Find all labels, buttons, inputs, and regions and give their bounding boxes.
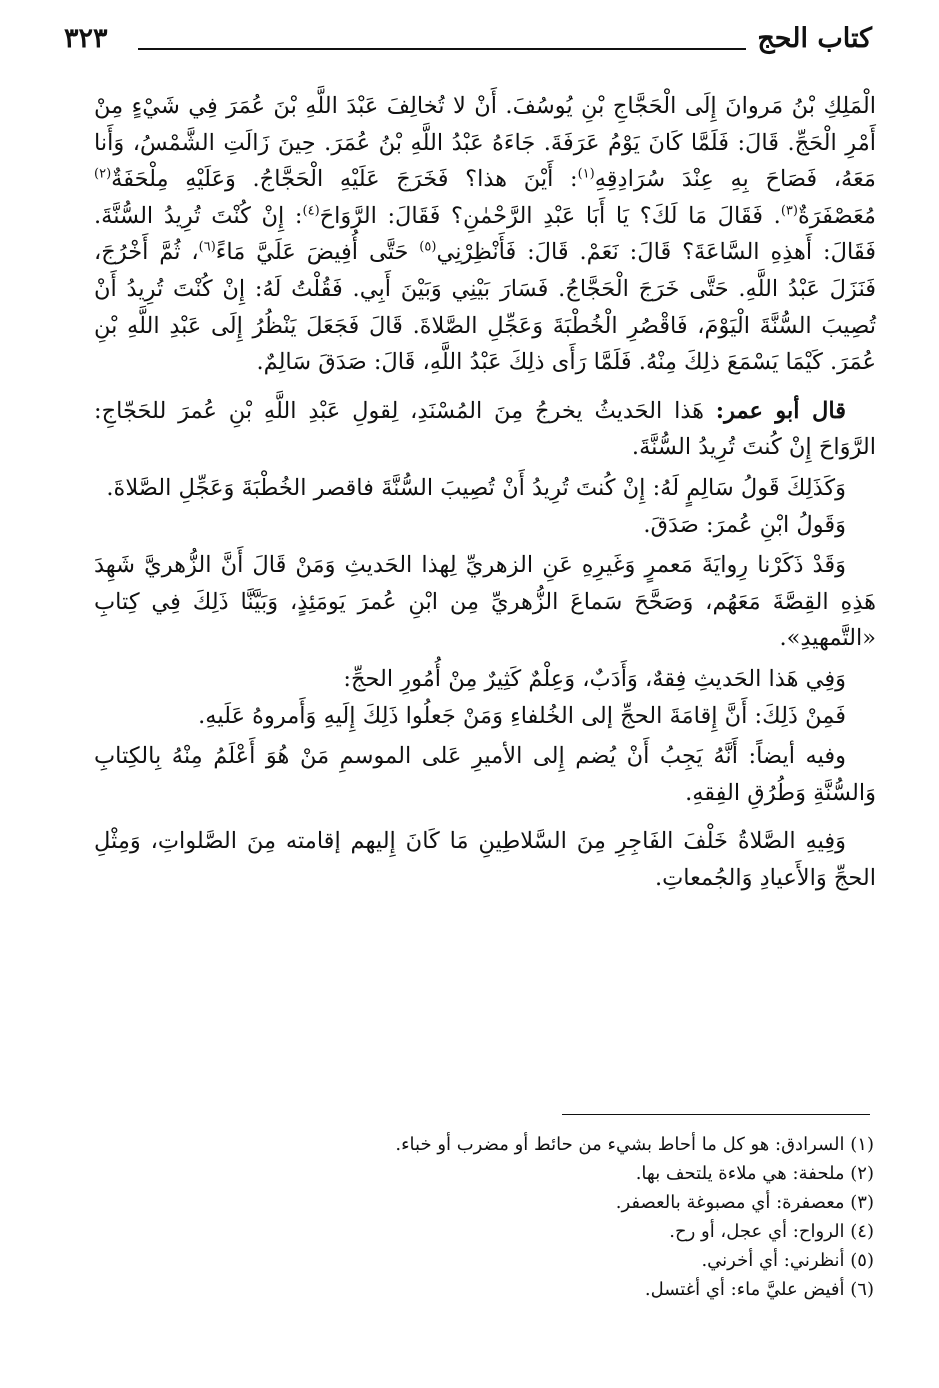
author-lead: قال أبو عمر: (715, 397, 846, 424)
commentary-paragraph: وَفِيهِ الصَّلاةُ خَلْفَ الفَاجِرِ مِنَ السَّلاطِينِ مَا كَانَ إِليهم إقامته مِنَ الصَّلواتِ، وَمِثْلِ الحجِّ وَالأَعيادِ وَالجُمعاتِ. (94, 828, 876, 891)
text-segment: : أَيْنَ هذا؟ فَخَرَجَ عَلَيْهِ الْحَجَّاجُ. وَعَلَيْهِ مِلْحَفَةٌ (111, 166, 578, 193)
commentary-paragraph: وَكَذَلِكَ قَولُ سَالِمٍ لَهُ: إِنْ كُنتَ تُرِيدُ أَنْ تُصِيبَ السُّنَّةَ فاقصر الخُطْبَةَ وَعَجِّلِ الصَّلاةَ. (106, 474, 846, 501)
page-number: ٣٢٣ (64, 23, 108, 54)
footnotes (300, 1130, 874, 1304)
commentary-paragraph: فَمِنْ ذَلِكَ: أَنَّ إِقامَةَ الحجِّ إلى الخُلفاءِ وَمَنْ جَعلُوا ذَلِكَ إِلَيهِ وَأَمروهُ عَلَيهِ. (198, 702, 846, 729)
page-header (64, 22, 872, 62)
hadith-paragraph (94, 88, 876, 381)
text-segment: : إِنْ كُنْتَ تُرِيدُ السُّنَّةَ. فَقَالَ: أَهذِهِ السَّاعَةَ؟ قَالَ: نَعَمْ. قَالَ: فَأَنْظِرْنِي (94, 202, 876, 266)
footnote-ref: (٣) (780, 203, 798, 219)
footnote-ref: (٤) (302, 203, 320, 219)
footnote: (٤) الرواح: أي عجل، أو رح. (669, 1221, 874, 1242)
text-segment: هَذا الحَديثُ يخرجُ مِنَ المُسْنَدِ، لِقولِ عَبْدِ اللَّهِ بْنِ عُمرَ للحَجّاجِ: الرَّوَاحَ إِنْ كُنتَ تُرِيدُ السُّنَّةَ. (94, 397, 876, 461)
footnote: (٣) معصفرة: أي مصبوغة بالعصفر. (615, 1192, 874, 1213)
text-segment: . فَقَالَ مَا لَكَ؟ يَا أَبَا عَبْدِ الرَّحْمٰنِ؟ فَقَالَ: الرَّوَاحَ (319, 202, 781, 229)
footnote-ref: (٦) (198, 239, 216, 255)
text-segment: حَتَّى أُفِيضَ عَلَيَّ مَاءً (215, 239, 420, 266)
footnote: (١) السرادق: هو كل ما أحاط بشيء من حائط أو مضرب أو خباء. (395, 1134, 874, 1155)
footnote-ref: (٢) (94, 166, 112, 182)
running-title: كتاب الحج (757, 23, 872, 54)
footnote-ref: (٥) (419, 239, 437, 255)
commentary-paragraph: وَقَدْ ذَكَرْنا رِوايَةَ مَعمرٍ وَغَيرِهِ عَنِ الزهريِّ لِهذا الحَديثِ وَمَنْ قَالَ أَنَّ الزُّهريَّ شَهِدَ هَذِهِ القِصَّةَ مَعَهُم، وَصَحَّحَ سَماعَ الزُّهريِّ مِن ابْنِ عُمرَ يَومَئِذٍ، وَبَيَّنَّا ذَلِكَ فِي كِتابِ «التَّمهيدِ». (94, 552, 876, 652)
commentary-paragraph (94, 393, 876, 466)
main-text (94, 88, 876, 896)
commentary-paragraph: وَقَولُ ابْنِ عُمرَ: صَدَقَ. (643, 511, 846, 538)
footnote-rule (562, 1114, 870, 1115)
footnote: (٥) أنظرني: أي أخرني. (701, 1250, 874, 1271)
footnote: (٢) ملحفة: هي ملاءة يلتحف بها. (635, 1163, 874, 1184)
footnote-ref: (١) (577, 166, 595, 182)
header-rule (138, 48, 746, 50)
text-segment: مُعَصْفَرَةٌ (797, 202, 876, 229)
commentary-paragraph: وفيه أيضاً: أَنَّهُ يَجِبُ أَنْ يُضم إِلى الأميرِ عَلى الموسمِ مَنْ هُوَ أَعْلَمُ مِنْهُ بِالكِتابِ وَالسُّنَّةِ وَطُرُقِ الفِقهِ. (94, 743, 876, 806)
text-segment: الْمَلِكِ بْنُ مَروانَ إِلَى الْحَجَّاجِ بْنِ يُوسُفَ. أَنْ لا تُخالِفَ عَبْدَ اللَّهِ بْنَ عُمَرَ فِي شَيْءٍ مِنْ أَمْرِ الْحَجِّ. قَالَ: فَلَمَّا كَانَ يَوْمُ عَرَفَةَ. جَاءَهُ عَبْدُ اللَّهِ بْنُ عُمَرَ. حِينَ زَالَتِ الشَّمْسُ، وَأَنا مَعَهُ، فَصَاحَ بِهِ عِنْدَ سُرَادِقِهِ (94, 93, 876, 193)
footnote: (٦) أفيض عليَّ ماء: أي أغتسل. (644, 1279, 874, 1300)
text-segment: ، ثُمَّ أَخْرُجَ، فَنَزَلَ عَبْدُ اللَّهِ. حَتَّى خَرَجَ الْحَجَّاجُ. فَسَارَ بَيْنِي وَبَيْنَ أَبِي. فَقُلْتُ لَهُ: إِنْ كُنْتَ تُرِيدُ أَنْ تُصِيبَ السُّنَّةَ الْيَوْمَ، فَاقْصُرِ الْخُطْبَةَ وَعَجِّلِ الصَّلاةَ. قَالَ فَجَعَلَ يَنْظُرُ إِلَى عَبْدِ اللَّهِ بْنِ عُمَرَ. كَيْمَا يَسْمَعَ ذلِكَ مِنْهُ. فَلَمَّا رَأَى ذلِكَ عَبْدُ اللَّهِ، قَالَ: صَدَقَ سَالِمٌ. (94, 239, 876, 376)
commentary-paragraph: وَفِي هَذا الحَديثِ فِقهٌ، وَأَدَبٌ، وَعِلْمٌ كَثِيرٌ مِنْ أُمُورِ الحجِّ: (343, 665, 846, 692)
